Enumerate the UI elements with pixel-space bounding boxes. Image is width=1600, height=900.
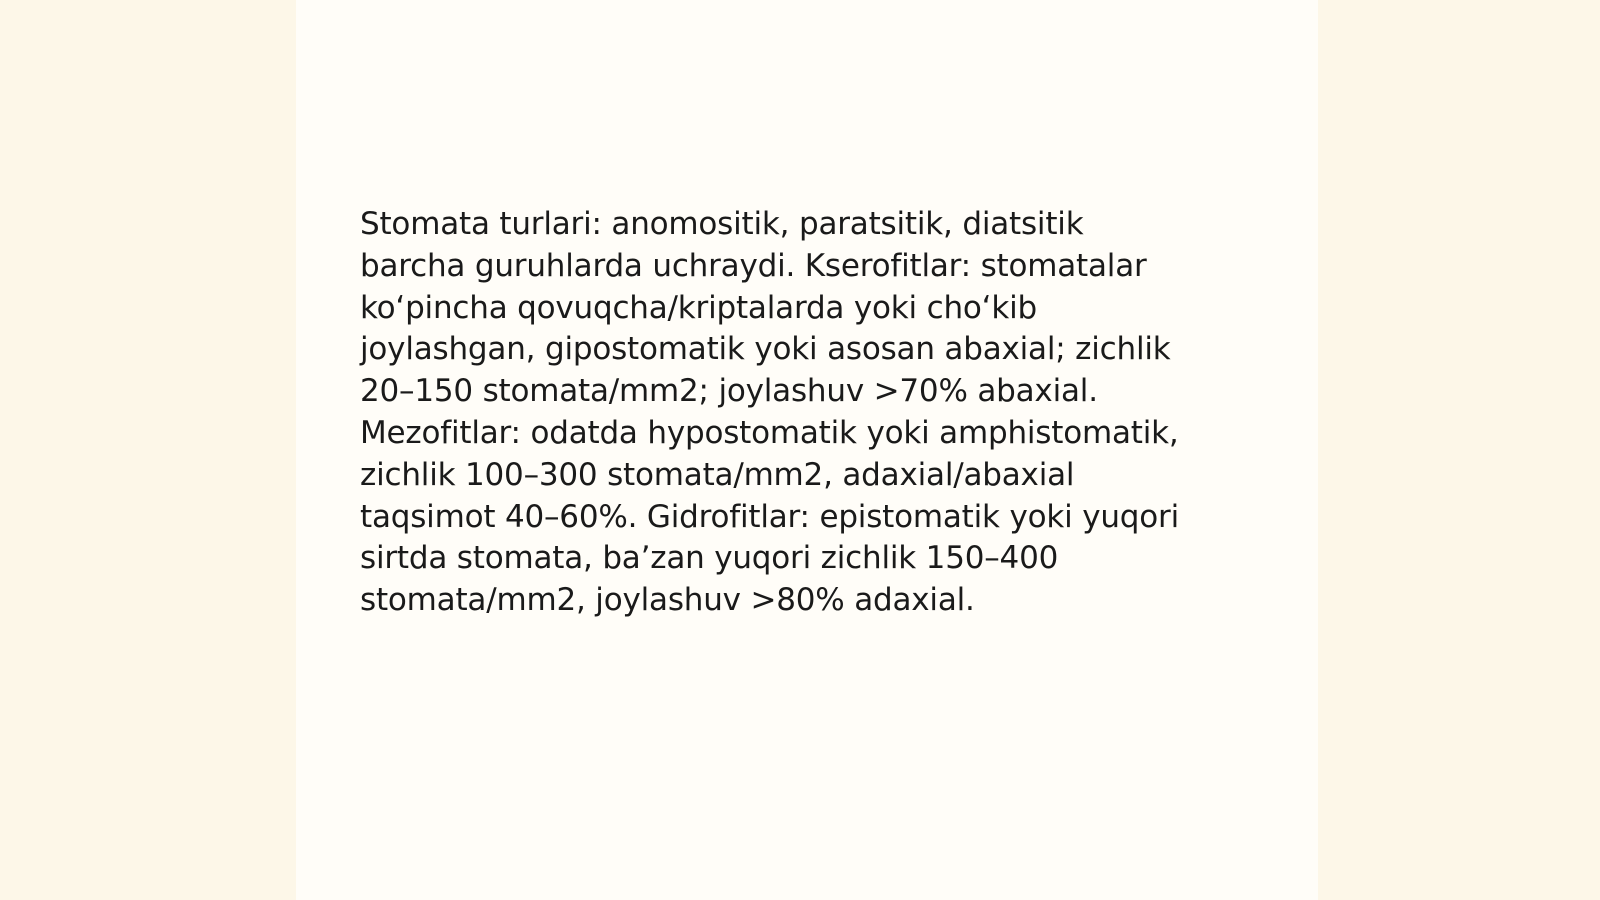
body-line: Stomata turlari: anomositik, paratsitik, diatsitik — [360, 206, 1084, 242]
body-line: Mezofitlar: odatda hypostomatik yoki amphistomatik, — [360, 414, 1179, 451]
body-line: sirtda stomata, ba’zan yuqori zichlik 150–400 — [360, 540, 1059, 577]
body-line: joylashgan, gipostomatik yoki asosan abaxial; zichlik — [360, 331, 1171, 368]
body-line: 20–150 stomata/mm2; joylashuv >70% abaxial. — [360, 373, 1098, 410]
slide — [296, 0, 1318, 900]
body-line: stomata/mm2, joylashuv >80% adaxial. — [360, 582, 975, 619]
body-line: taqsimot 40–60%. Gidrofitlar: epistomatik yoki yuqori — [360, 498, 1179, 535]
body-line: zichlik 100–300 stomata/mm2, adaxial/abaxial — [360, 456, 1075, 493]
body-line: ko‘pincha qovuqcha/kriptalarda yoki cho‘kib — [360, 289, 1037, 326]
body-line: barcha guruhlarda uchraydi. Kserofitlar: stomatalar — [360, 247, 1147, 284]
slide-body-text — [360, 204, 1240, 622]
